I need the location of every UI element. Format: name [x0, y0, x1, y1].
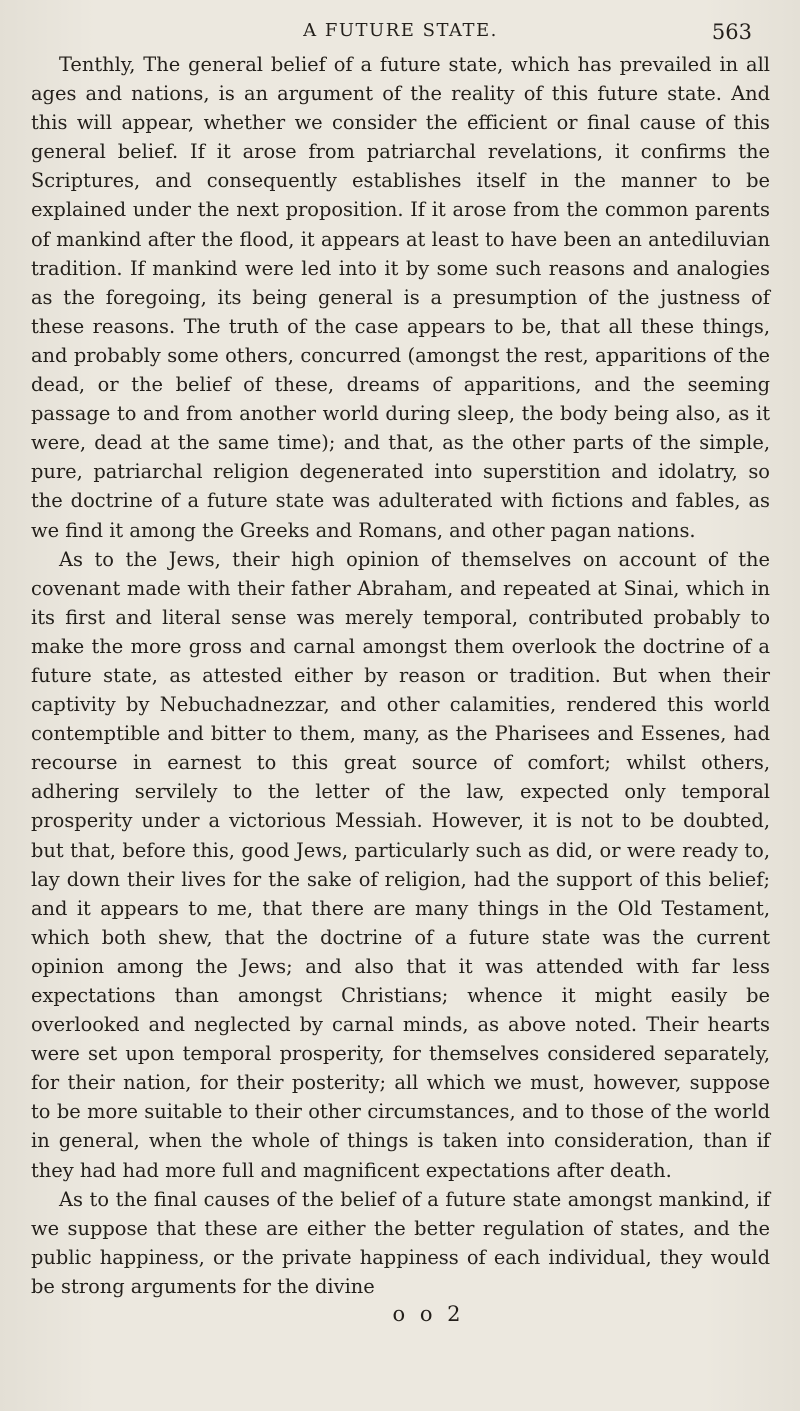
running-title: A FUTURE STATE.: [303, 20, 498, 41]
paragraph-final-causes: As to the final causes of the belief of a future state amongst mankind, if we suppose that these are either the better regulation of states, and the public happiness, or the private happiness of each individual, they would be strong arguments for the divine: [31, 1187, 770, 1298]
paragraph-jews: As to the Jews, their high opinion of themselves on account of the covenant made with their father Abraham, and repeated at Sinai, which in its first and literal sense was merely temporal, contributed probably to make the more gross and carnal amongst them overlook the doctrine of a future state, as attested either by reason or tradition. But when their captivity by Nebuchadnezzar, and other calamities, rendered this world contemptible and bitter to them, many, as the Pharisees and Essenes, had recourse in earnest to this great source of comfort; whilst others, adhering servilely to the letter of the law, expected only temporal prosperity under a victorious Messiah. However, it is not to be doubted, but that, before this, good Jews, particularly such as did, or were ready to, lay down their lives for the sake of religion, had the support of this belief; and it appears to me, that there are many things in the Old Testament, which both shew, that the doctrine of a future state was the current opinion among the Jews; and also that it was attended with far less expectations than amongst Christians; whence it might easily be overlooked and neglected by carnal minds, as above noted. Their hearts were set upon temporal prosperity, for themselves considered separately, for their nation, for their posterity; all which we must, however, suppose to be more suitable to their other circumstances, and to those of the world in general, when the whole of things is taken into consideration, than if they had had more full and magnificent expectations after death.: [31, 547, 770, 1182]
running-head: [31, 20, 770, 50]
signature-mark: o o 2: [392, 1302, 465, 1327]
body-text: [31, 50, 770, 1301]
paragraph-tenthly: Tenthly, The general belief of a future state, which has prevailed in all ages and nations, is an argument of the reality of this future state. And this will appear, whether we consider the efficient or final cause of this general belief. If it arose from patriarchal revelations, it confirms the Scriptures, and consequently establishes itself in the manner to be explained under the next proposition. If it arose from the common parents of mankind after the flood, it appears at least to have been an antediluvian tradition. If mankind were led into it by some such reasons and analogies as the foregoing, its being general is a presumption of the justness of these reasons. The truth of the case appears to be, that all these things, and probably some others, concurred (amongst the rest, apparitions of the dead, or the belief of these, dreams of apparitions, and the seeming passage to and from another world during sleep, the body being also, as it were, dead at the same time); and that, as the other parts of the simple, pure, patriarchal religion degenerated into superstition and idolatry, so the doctrine of a future state was adulterated with fictions and fables, as we find it among the Greeks and Romans, and other pagan nations.: [31, 53, 770, 542]
page-number: 563: [711, 20, 752, 44]
